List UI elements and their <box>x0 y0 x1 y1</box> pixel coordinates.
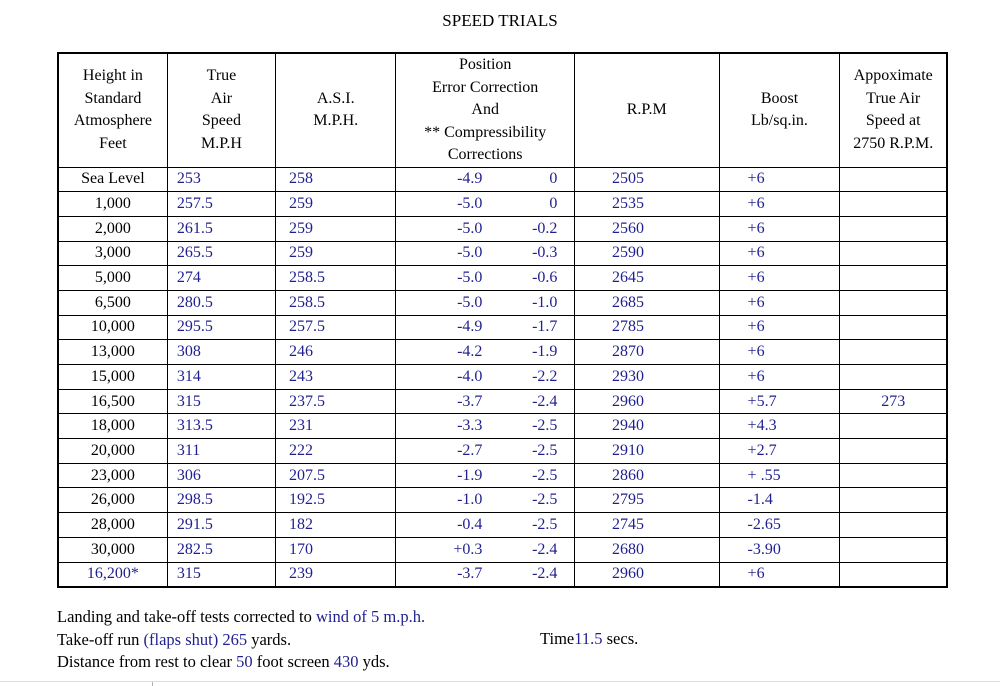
cell-height: 13,000 <box>58 340 167 365</box>
cell-position-error <box>396 315 575 340</box>
cell-rpm: 2960 <box>574 562 719 587</box>
cell-approx-tas <box>840 290 947 315</box>
cell-position-error <box>396 216 575 241</box>
cell-height: 10,000 <box>58 315 167 340</box>
cell-boost: +6 <box>719 167 840 192</box>
cell-true-air-speed: 274 <box>167 266 275 291</box>
cell-true-air-speed: 306 <box>167 463 275 488</box>
cell-position-error <box>396 463 575 488</box>
compressibility-value: 0 <box>549 195 558 213</box>
cell-asi: 239 <box>276 562 396 587</box>
cell-true-air-speed: 253 <box>167 167 275 192</box>
position-error-values <box>396 489 574 511</box>
cell-height: 6,500 <box>58 290 167 315</box>
table-row <box>58 340 947 365</box>
cell-asi: 207.5 <box>276 463 396 488</box>
header-approximate-true-air-speed: Appoximate True Air Speed at 2750 R.P.M. <box>840 53 947 167</box>
header-true-air-speed: True Air Speed M.P.H <box>167 53 275 167</box>
cell-asi: 182 <box>276 513 396 538</box>
cell-true-air-speed: 315 <box>167 389 275 414</box>
compressibility-value: -2.5 <box>532 466 558 484</box>
cell-approx-tas <box>840 340 947 365</box>
cell-position-error <box>396 365 575 390</box>
cell-approx-tas: 273 <box>840 389 947 414</box>
cell-true-air-speed: 280.5 <box>167 290 275 315</box>
cell-boost: +6 <box>719 290 840 315</box>
position-error-values <box>396 168 574 190</box>
cell-asi: 170 <box>276 537 396 562</box>
cell-height: 5,000 <box>58 266 167 291</box>
cell-approx-tas <box>840 241 947 266</box>
table-row <box>58 488 947 513</box>
cell-position-error <box>396 192 575 217</box>
cell-asi: 259 <box>276 192 396 217</box>
cell-boost: +6 <box>719 315 840 340</box>
cell-rpm: 2870 <box>574 340 719 365</box>
cell-height: 16,200* <box>58 562 167 587</box>
position-error-value: -5.0 <box>457 244 483 262</box>
cell-boost: +2.7 <box>719 439 840 464</box>
cell-boost: -2.65 <box>719 513 840 538</box>
position-error-values <box>396 267 574 289</box>
cell-asi: 246 <box>276 340 396 365</box>
compressibility-value: -2.4 <box>532 565 558 583</box>
cell-true-air-speed: 308 <box>167 340 275 365</box>
cell-true-air-speed: 298.5 <box>167 488 275 513</box>
cell-rpm: 2785 <box>574 315 719 340</box>
cell-position-error <box>396 266 575 291</box>
position-error-values <box>396 415 574 437</box>
position-error-values <box>396 539 574 561</box>
cell-rpm: 2795 <box>574 488 719 513</box>
header-boost: Boost Lb/sq.in. <box>719 53 840 167</box>
position-error-value: -2.7 <box>457 441 483 459</box>
position-error-value: -4.0 <box>457 367 483 385</box>
position-error-values <box>396 563 574 585</box>
header-height: Height in Standard Atmosphere Feet <box>58 53 167 167</box>
compressibility-value: -2.4 <box>532 540 558 558</box>
compressibility-value: -2.5 <box>532 441 558 459</box>
cell-rpm: 2505 <box>574 167 719 192</box>
position-error-value: -4.2 <box>457 343 483 361</box>
cell-rpm: 2560 <box>574 216 719 241</box>
cell-asi: 259 <box>276 241 396 266</box>
scroll-tick <box>152 682 153 686</box>
cell-boost: +6 <box>719 340 840 365</box>
cell-true-air-speed: 315 <box>167 562 275 587</box>
cell-approx-tas <box>840 537 947 562</box>
position-error-value: -1.9 <box>457 466 483 484</box>
position-error-values <box>396 391 574 413</box>
cell-boost: +5.7 <box>719 389 840 414</box>
cell-height: 15,000 <box>58 365 167 390</box>
cell-approx-tas <box>840 192 947 217</box>
cell-boost: -3.90 <box>719 537 840 562</box>
table-row <box>58 562 947 587</box>
cell-position-error <box>396 241 575 266</box>
cell-asi: 231 <box>276 414 396 439</box>
cell-position-error <box>396 414 575 439</box>
position-error-value: -3.7 <box>457 565 483 583</box>
cell-rpm: 2860 <box>574 463 719 488</box>
compressibility-value: -1.0 <box>532 293 558 311</box>
header-asi: A.S.I. M.P.H. <box>276 53 396 167</box>
table-row <box>58 414 947 439</box>
cell-rpm: 2685 <box>574 290 719 315</box>
position-error-values <box>396 366 574 388</box>
cell-rpm: 2535 <box>574 192 719 217</box>
header-rpm: R.P.M <box>574 53 719 167</box>
cell-boost: +6 <box>719 216 840 241</box>
table-row <box>58 537 947 562</box>
cell-true-air-speed: 291.5 <box>167 513 275 538</box>
note-takeoff-run: Take-off run (flaps shut) 265 yards. <box>57 629 292 649</box>
compressibility-value: -2.2 <box>532 367 558 385</box>
cell-asi: 258 <box>276 167 396 192</box>
position-error-value: -0.4 <box>457 515 483 533</box>
cell-height: 16,500 <box>58 389 167 414</box>
position-error-values <box>396 440 574 462</box>
position-error-values <box>396 242 574 264</box>
cell-height: 30,000 <box>58 537 167 562</box>
position-error-value: -5.0 <box>457 269 483 287</box>
cell-approx-tas <box>840 513 947 538</box>
cell-position-error <box>396 167 575 192</box>
compressibility-value: -0.2 <box>532 219 558 237</box>
cell-boost: +6 <box>719 241 840 266</box>
position-error-value: -5.0 <box>457 219 483 237</box>
cell-approx-tas <box>840 488 947 513</box>
cell-position-error <box>396 488 575 513</box>
cell-asi: 192.5 <box>276 488 396 513</box>
note-landing-takeoff: Landing and take-off tests corrected to wind of 5 m.p.h. <box>57 607 426 626</box>
cell-asi: 257.5 <box>276 315 396 340</box>
position-error-values <box>396 514 574 536</box>
cell-position-error <box>396 537 575 562</box>
table-row <box>58 266 947 291</box>
header-position-error-correction: Position Error Correction And ** Compressibility Corrections <box>396 53 575 167</box>
table-row <box>58 513 947 538</box>
cell-asi: 258.5 <box>276 290 396 315</box>
cell-rpm: 2960 <box>574 389 719 414</box>
compressibility-value: -1.9 <box>532 343 558 361</box>
note-time: Time11.5 secs. <box>540 629 639 648</box>
position-error-value: +0.3 <box>453 540 483 558</box>
cell-asi: 259 <box>276 216 396 241</box>
cell-asi: 222 <box>276 439 396 464</box>
cell-rpm: 2940 <box>574 414 719 439</box>
cell-approx-tas <box>840 463 947 488</box>
position-error-value: -4.9 <box>457 318 483 336</box>
cell-height: 3,000 <box>58 241 167 266</box>
position-error-value: -5.0 <box>457 293 483 311</box>
cell-rpm: 2590 <box>574 241 719 266</box>
table-row <box>58 167 947 192</box>
cell-position-error <box>396 562 575 587</box>
cell-true-air-speed: 314 <box>167 365 275 390</box>
cell-height: 26,000 <box>58 488 167 513</box>
cell-boost: -1.4 <box>719 488 840 513</box>
cell-rpm: 2745 <box>574 513 719 538</box>
cell-approx-tas <box>840 414 947 439</box>
position-error-values <box>396 341 574 363</box>
compressibility-value: 0 <box>549 170 558 188</box>
compressibility-value: -2.5 <box>532 515 558 533</box>
position-error-value: -3.3 <box>457 417 483 435</box>
table-row <box>58 290 947 315</box>
cell-boost: +4.3 <box>719 414 840 439</box>
compressibility-value: -0.3 <box>532 244 558 262</box>
table-row <box>58 315 947 340</box>
cell-asi: 258.5 <box>276 266 396 291</box>
cell-position-error <box>396 513 575 538</box>
position-error-values <box>396 316 574 338</box>
cell-approx-tas <box>840 562 947 587</box>
compressibility-value: -2.4 <box>532 392 558 410</box>
cell-position-error <box>396 439 575 464</box>
cell-position-error <box>396 389 575 414</box>
cell-approx-tas <box>840 216 947 241</box>
position-error-values <box>396 193 574 215</box>
cell-approx-tas <box>840 439 947 464</box>
cell-rpm: 2930 <box>574 365 719 390</box>
cell-approx-tas <box>840 315 947 340</box>
position-error-values <box>396 292 574 314</box>
cell-height: Sea Level <box>58 167 167 192</box>
cell-rpm: 2645 <box>574 266 719 291</box>
cell-boost: +6 <box>719 192 840 217</box>
cell-true-air-speed: 311 <box>167 439 275 464</box>
cell-true-air-speed: 313.5 <box>167 414 275 439</box>
compressibility-value: -1.7 <box>532 318 558 336</box>
position-error-value: -3.7 <box>457 392 483 410</box>
cell-asi: 237.5 <box>276 389 396 414</box>
table-row <box>58 192 947 217</box>
table-header-row <box>58 53 947 167</box>
cell-height: 18,000 <box>58 414 167 439</box>
cell-position-error <box>396 290 575 315</box>
cell-approx-tas <box>840 167 947 192</box>
cell-height: 20,000 <box>58 439 167 464</box>
table-row <box>58 463 947 488</box>
table-row <box>58 241 947 266</box>
speed-trials-table <box>57 52 948 588</box>
compressibility-value: -0.6 <box>532 269 558 287</box>
table-row <box>58 389 947 414</box>
bottom-divider <box>0 681 1000 682</box>
cell-boost: +6 <box>719 365 840 390</box>
cell-true-air-speed: 261.5 <box>167 216 275 241</box>
cell-boost: + .55 <box>719 463 840 488</box>
cell-asi: 243 <box>276 365 396 390</box>
compressibility-value: -2.5 <box>532 417 558 435</box>
compressibility-value: -2.5 <box>532 491 558 509</box>
cell-boost: +6 <box>719 266 840 291</box>
cell-rpm: 2680 <box>574 537 719 562</box>
test-notes <box>57 606 425 674</box>
position-error-values <box>396 218 574 240</box>
position-error-value: -4.9 <box>457 170 483 188</box>
note-distance: Distance from rest to clear 50 foot screen 430 yds. <box>57 652 390 671</box>
position-error-value: -5.0 <box>457 195 483 213</box>
page-title: SPEED TRIALS <box>442 11 558 30</box>
cell-approx-tas <box>840 365 947 390</box>
position-error-values <box>396 465 574 487</box>
cell-height: 28,000 <box>58 513 167 538</box>
position-error-value: -1.0 <box>457 491 483 509</box>
cell-true-air-speed: 265.5 <box>167 241 275 266</box>
cell-approx-tas <box>840 266 947 291</box>
cell-true-air-speed: 257.5 <box>167 192 275 217</box>
table-row <box>58 439 947 464</box>
cell-boost: +6 <box>719 562 840 587</box>
table-row <box>58 365 947 390</box>
cell-height: 1,000 <box>58 192 167 217</box>
cell-height: 23,000 <box>58 463 167 488</box>
cell-rpm: 2910 <box>574 439 719 464</box>
cell-position-error <box>396 340 575 365</box>
cell-true-air-speed: 282.5 <box>167 537 275 562</box>
cell-true-air-speed: 295.5 <box>167 315 275 340</box>
cell-height: 2,000 <box>58 216 167 241</box>
table-row <box>58 216 947 241</box>
